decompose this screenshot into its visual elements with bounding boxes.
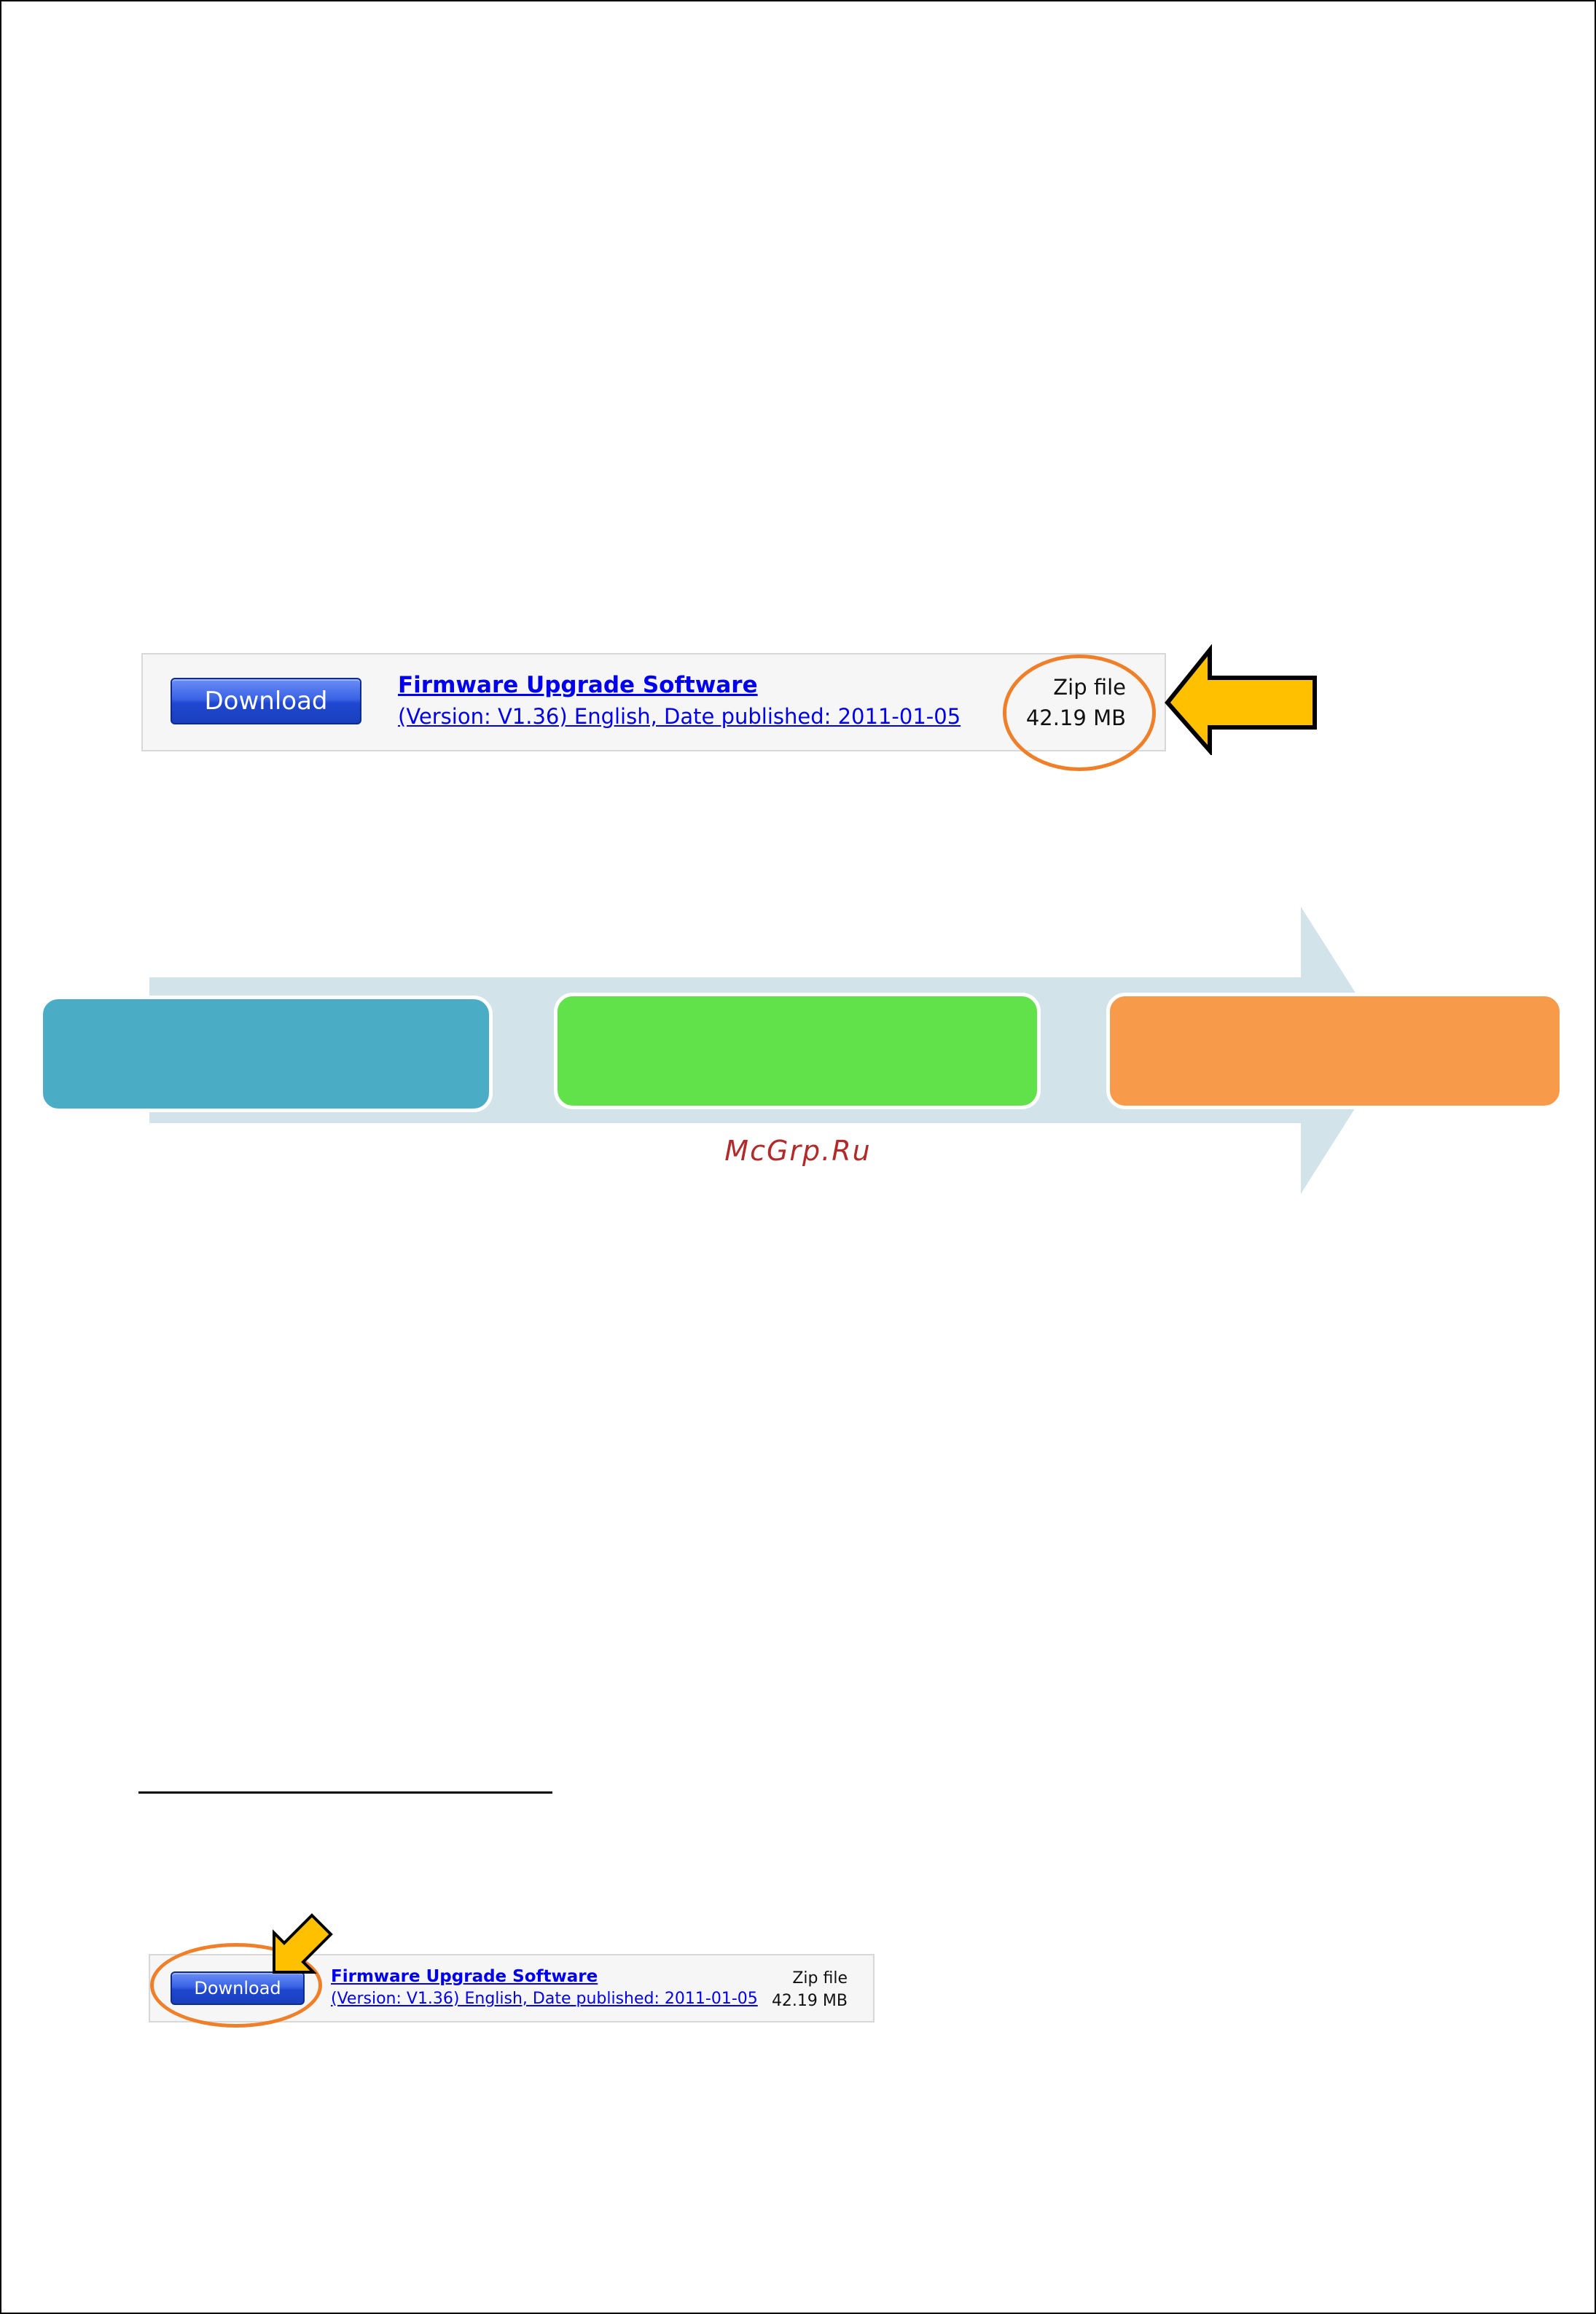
download-button-small[interactable]: Download (171, 1971, 305, 2005)
download-button-large[interactable]: Download (171, 678, 361, 724)
process-stage-3 (1106, 993, 1563, 1109)
process-stage-2 (554, 993, 1041, 1109)
firmware-title-link-large[interactable]: Firmware Upgrade Software (398, 672, 758, 698)
process-stage-1 (39, 996, 493, 1112)
watermark-text: McGrp.Ru (724, 1135, 872, 1167)
down-left-arrow-icon (270, 1911, 335, 1977)
file-size-label: 42.19 MB (1025, 705, 1126, 730)
file-info-highlight-ring (1003, 654, 1156, 771)
firmware-title-link-small[interactable]: Firmware Upgrade Software (331, 1967, 598, 1986)
file-type-label-small: Zip file (792, 1969, 848, 1987)
file-info-small (772, 1967, 848, 2012)
firmware-version-link-large[interactable]: (Version: V1.36) English, Date published: 2011-01-05 (398, 704, 961, 729)
firmware-version-link-small[interactable]: (Version: V1.36) English, Date published: 2011-01-05 (331, 1990, 758, 2008)
file-size-label-small: 42.19 MB (771, 1992, 848, 2010)
left-arrow-icon (1163, 644, 1319, 755)
file-type-label: Zip file (1053, 675, 1126, 700)
section-rule (138, 1791, 552, 1794)
